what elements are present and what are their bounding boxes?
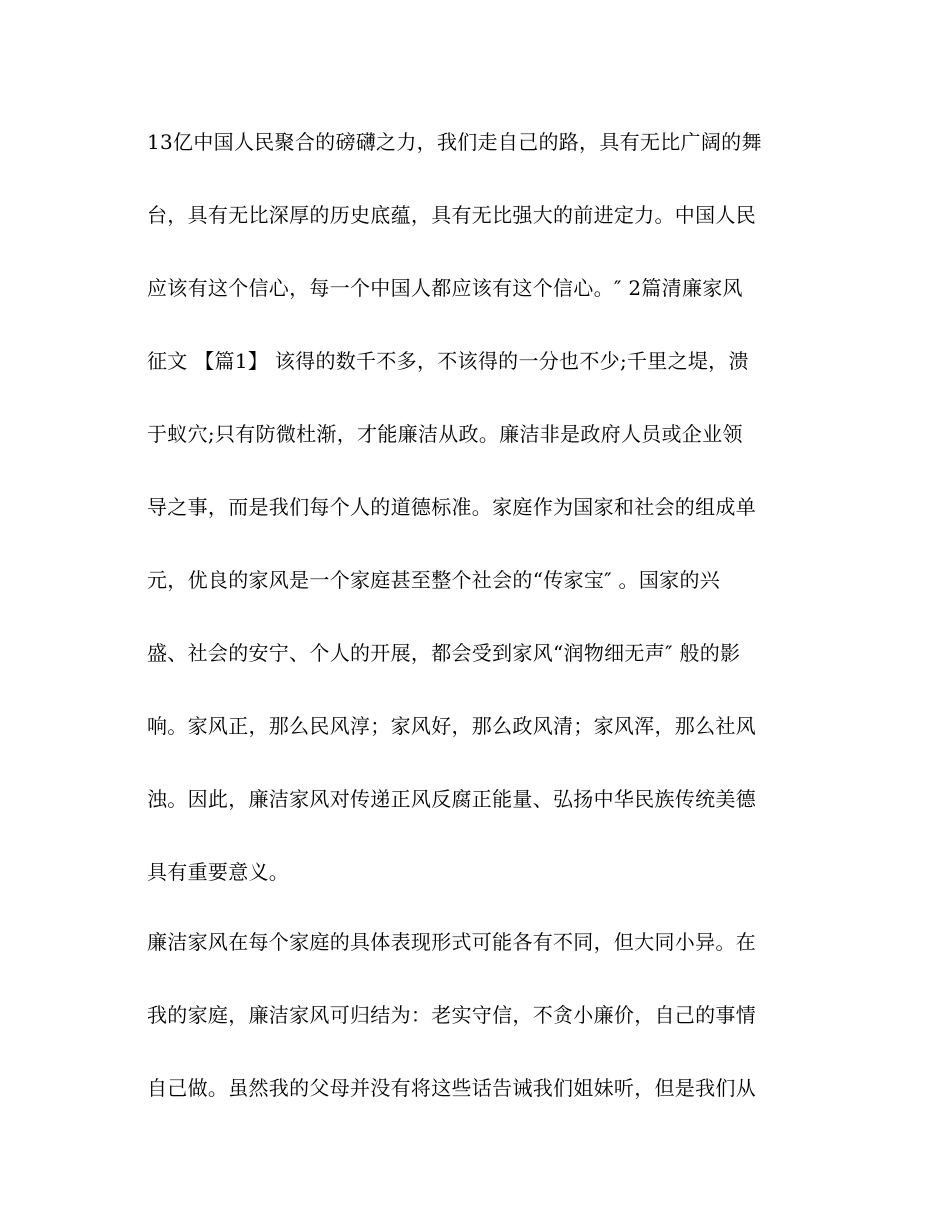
text-line: 浊。因此，廉洁家风对传递正风反腐正能量、弘扬中华民族传统美德 [147, 787, 756, 811]
text-line: 元，优良的家风是一个家庭甚至整个社会的“传家宝″ 。国家的兴 [147, 568, 721, 592]
text-line: 具有重要意义。 [147, 860, 290, 884]
text-line: 自己做。虽然我的父母并没有将这些话告诫我们姐妹听，但是我们从 [147, 1076, 756, 1100]
text-line: 响。家风正，那么民风淳；家风好，那么政风清；家风浑，那么社风 [147, 714, 756, 738]
text-line: 廉洁家风在每个家庭的具体表现形式可能各有不同，但大同小异。在 [147, 930, 756, 954]
text-line: 征文 【篇1】 该得的数千不多，不该得的一分也不少;千里之堤，溃 [147, 349, 749, 373]
text-line: 导之事，而是我们每个人的道德标准。家庭作为国家和社会的组成单 [147, 495, 756, 519]
text-line: 我的家庭，廉洁家风可归结为：老实守信，不贪小廉价，自己的事情 [147, 1003, 756, 1027]
text-line: 台，具有无比深厚的历史底蕴，具有无比强大的前进定力。中国人民 [147, 203, 756, 227]
text-line: 应该有这个信心，每一个中国人都应该有这个信心。″ 2篇清廉家风 [147, 276, 743, 300]
text-line: 13亿中国人民聚合的磅礴之力，我们走自己的路，具有无比广阔的舞 [147, 130, 762, 154]
text-line: 于蚁穴;只有防微杜渐，才能廉洁从政。廉洁非是政府人员或企业领 [147, 422, 743, 446]
text-line: 盛、社会的安宁、个人的开展，都会受到家风“润物细无声″ 般的影 [147, 641, 741, 665]
